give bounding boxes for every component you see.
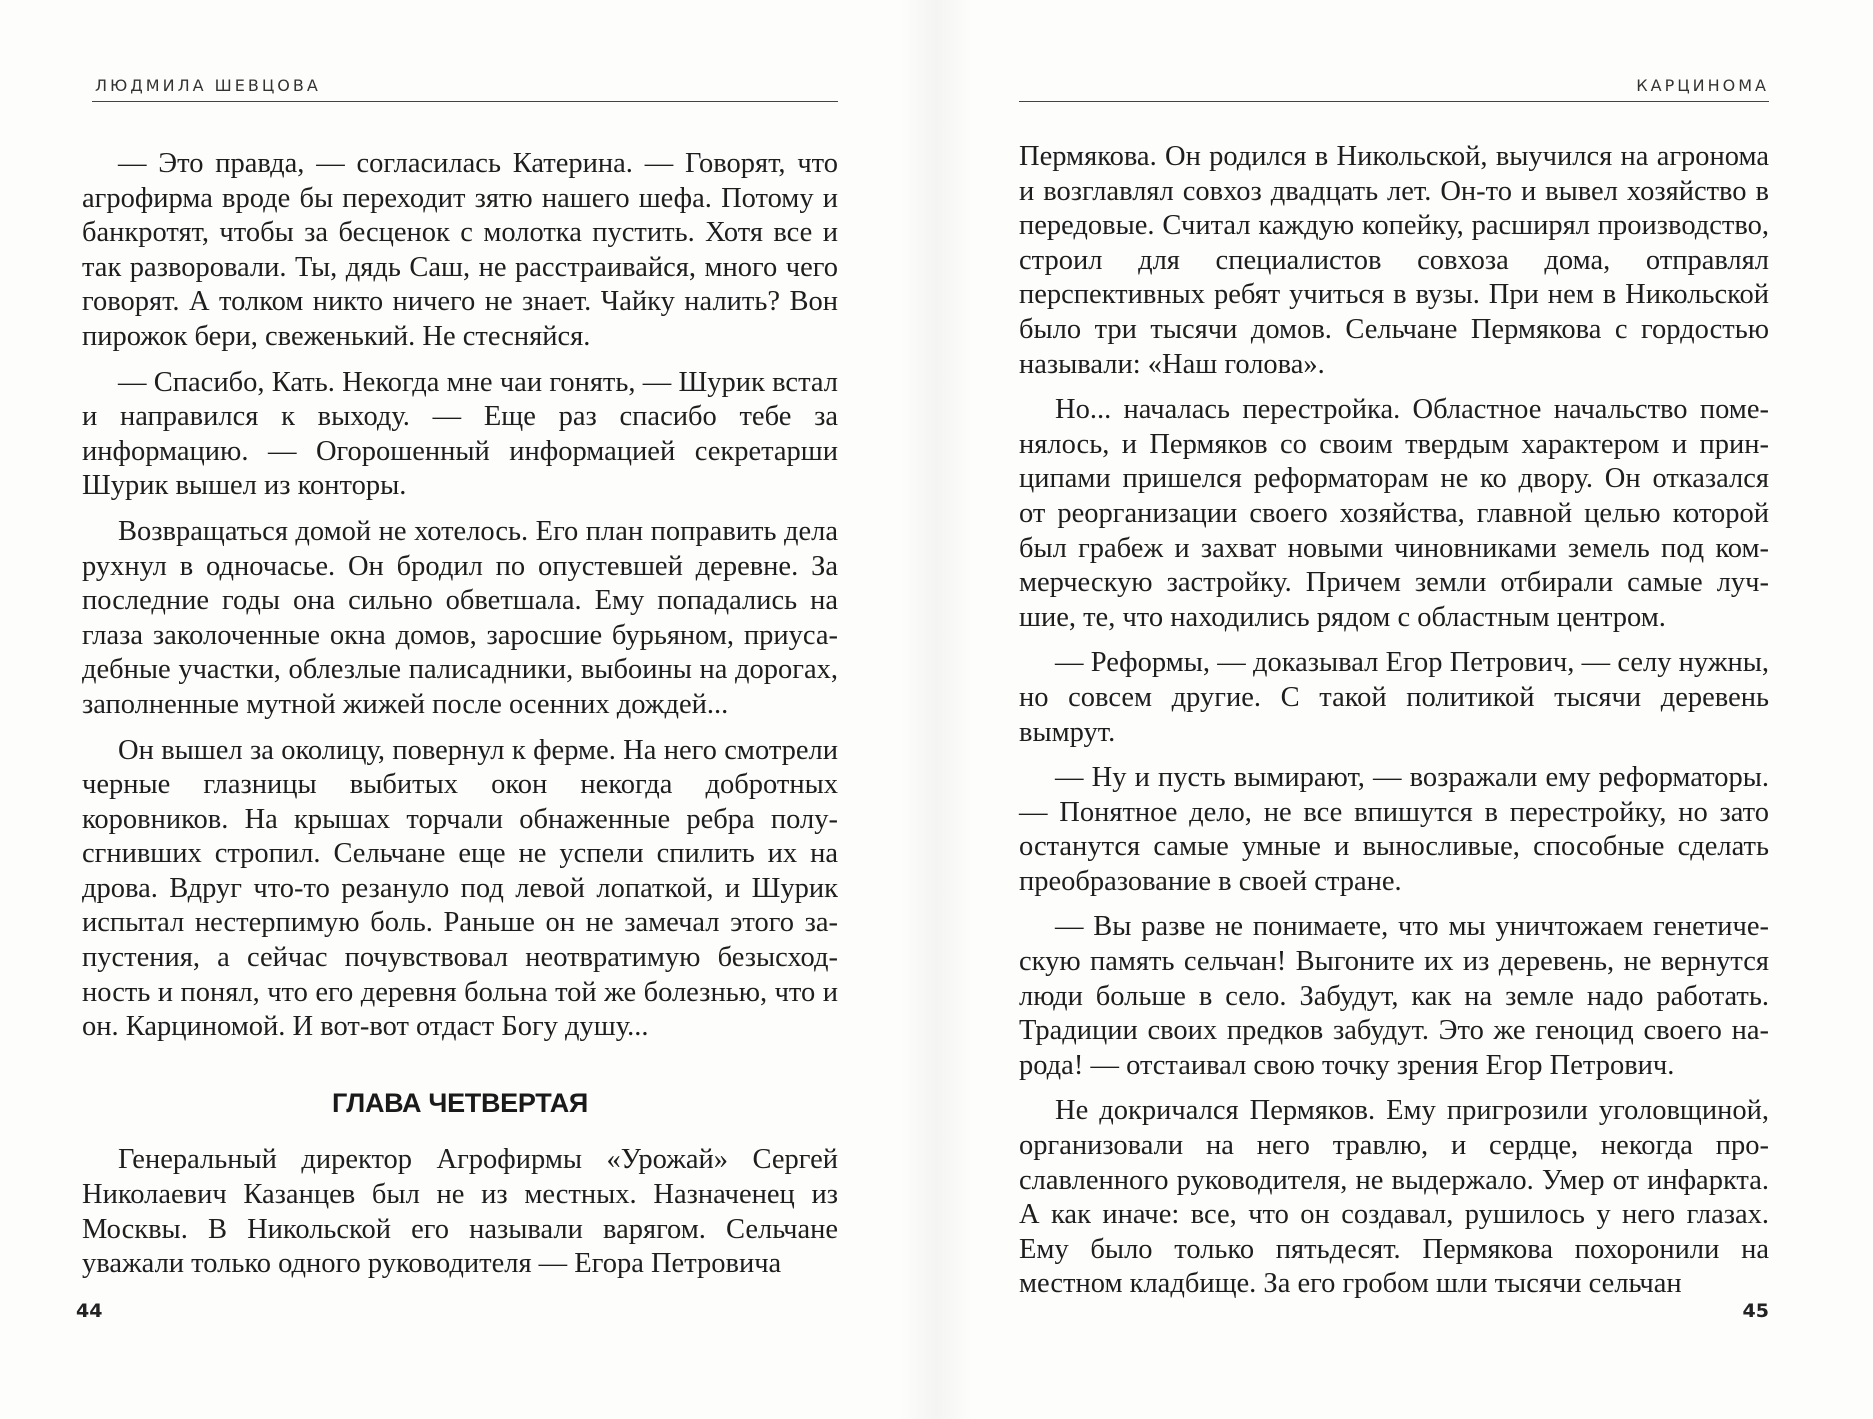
left-page-body bbox=[82, 147, 838, 1293]
left-page bbox=[0, 0, 936, 1419]
chapter-title: ГЛАВА ЧЕТВЕРТАЯ bbox=[331, 1087, 589, 1118]
header-rule bbox=[92, 101, 838, 102]
paragraph: — Ну и пусть вымирают, — возражали ему реформаторы. — Понятное дело, не все впишутся в перестройку, но зато останутся самые умные и выносливые, способные сделать преобразование в своей стране. bbox=[1019, 762, 1769, 897]
paragraph: — Вы разве не понимаете, что мы уничтожаем генетическую память сельчан! Выгоните их из деревень, не вернутся люди больше в село. Забудут, как на земле надо работать. Традиции своих предков забудут. Это же геноцид своего народа! — отстаивал свою точку зрения Егор Петрович. bbox=[1019, 911, 1769, 1081]
paragraph: Генеральный директор Агрофирмы «Урожай» Сергей Николаевич Казанцев был не из местных. Назначенец из Москвы. В Никольской его называли варягом. Сельчане уважали только одного руководителя — Егора Петровича bbox=[82, 1144, 838, 1280]
paragraph: — Это правда, — согласилась Катерина. — Говорят, что агрофирма вроде бы переходит зятю нашего шефа. Потому и банкротят, чтобы за бесценок с молотка пустить. Хотя все и так разворовали. Ты, дядь Саш, не расстраивайся, много чего говорят. А толком никто ничего не знает. Чайку налить? Вон пирожок бери, свеженький. Не стесняйся. bbox=[82, 148, 838, 352]
page-number-left: 44 bbox=[76, 1300, 103, 1322]
paragraph: — Спасибо, Кать. Некогда мне чаи гонять, — Шурик встал и направился к выходу. — Еще раз спасибо тебе за информацию. — Огорошенный информацией секретарши Шурик вышел из конторы. bbox=[82, 366, 838, 502]
paragraph: Не докричался Пермяков. Ему пригрозили уголовщиной, организовали на него травлю, и сердце, некогда прославленного руководителя, не выдержало. Умер от инфаркта. А как иначе: все, что он создавал, рушилось у него глазах. Ему было только пятьдесят. Пермякова похоронили на местном кладбище. За его гробом шли тысячи сельчан bbox=[1019, 1095, 1769, 1300]
running-head-title: КАРЦИНОМА bbox=[1636, 76, 1769, 95]
running-head-author: ЛЮДМИЛА ШЕВЦОВА bbox=[95, 76, 321, 95]
page-number-right: 45 bbox=[1742, 1300, 1769, 1322]
paragraph: Он вышел за околицу, повернул к ферме. На него смотрели черные глазницы выбитых окон некогда добротных коровников. На крышах торчали обнаженные ребра полусгнивших стропил. Сельчане еще не успели спилить их на дрова. Вдруг что-то резануло под левой лопаткой, и Шурик испытал нестерпимую боль. Раньше он не замечал этого запустения, а сейчас почувствовал неотвратимую безысходность и понял, что его деревня больна той же болезнью, что и он. Карциномой. И вот-вот отдаст Богу душу... bbox=[82, 734, 838, 1043]
right-page bbox=[936, 0, 1873, 1419]
header-rule bbox=[1019, 101, 1769, 102]
right-page-body bbox=[1019, 140, 1769, 1313]
paragraph: Но... началась перестройка. Областное начальство поменялось, и Пермяков со своим твердым характером и принципами пришелся реформаторам не ко двору. Он отказался от реорганизации своего хозяйства, главной целью которой был грабеж и захват новыми чиновниками земель под коммерческую застройку. Причем земли отбирали самые лучшие, те, что находились рядом с областным центром. bbox=[1019, 394, 1769, 633]
paragraph-continuation: Пермякова. Он родился в Никольской, выучился на агронома и возглавлял совхоз двадцать лет. Он-то и вывел хозяйство в передовые. Считал каждую копейку, расширял производство, строил для специалистов совхоза дома, отправлял перспективных ребят учиться в вузы. При нем в Никольской было три тысячи домов. Сельчане Пермякова с гордостью называли: «Наш голова». bbox=[1019, 141, 1769, 380]
paragraph: — Реформы, — доказывал Егор Петрович, — селу нужны, но совсем другие. С такой политикой тысячи деревень вымрут. bbox=[1019, 647, 1769, 748]
paragraph: Возвращаться домой не хотелось. Его план поправить дела рухнул в одночасье. Он бродил по опустевшей деревне. За последние годы она сильно обветшала. Ему попадались на глаза заколоченные окна домов, заросшие бурьяном, приусадебные участки, облезлые палисадники, выбоины на дорогах, заполненные мутной жижей после осенних дождей... bbox=[82, 515, 838, 720]
